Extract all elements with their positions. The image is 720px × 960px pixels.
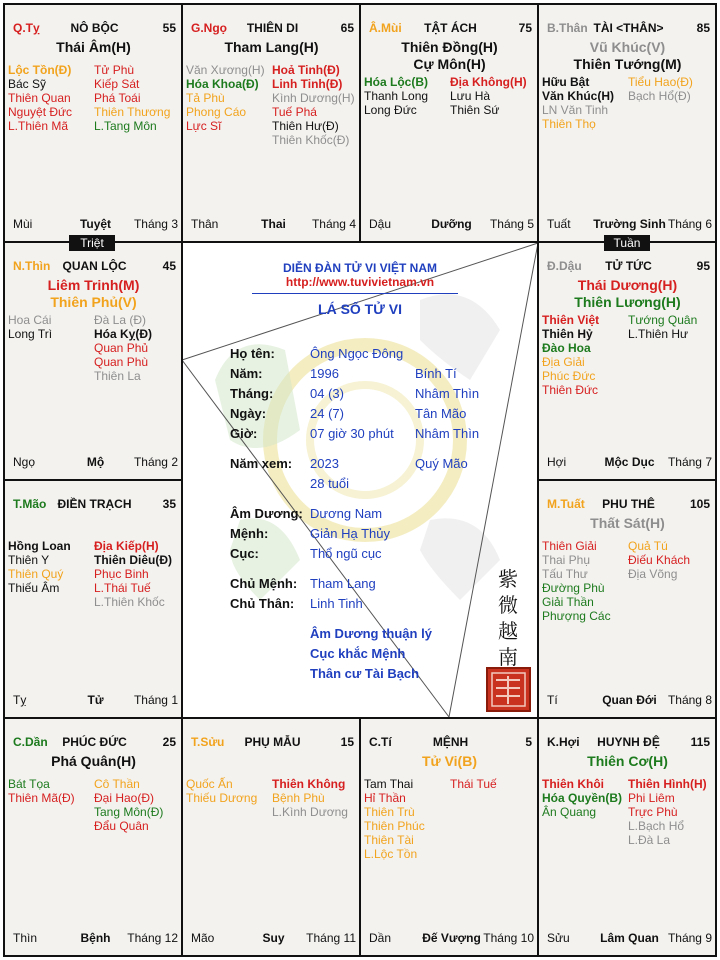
palace-footer <box>13 455 178 469</box>
dai-han-age: 85 <box>696 21 710 35</box>
minor-star: Long Trì <box>8 327 53 341</box>
minor-star: L.Thiên Hư <box>628 327 689 341</box>
minor-stars-right <box>628 777 707 847</box>
minor-stars-right <box>628 313 697 341</box>
minor-star: Phục Binh <box>94 567 149 581</box>
vertical-char-4: 南 <box>498 645 518 669</box>
minor-star: Cô Thần <box>94 777 140 791</box>
palace-name: NÔ BỘC <box>70 21 119 35</box>
palace-footer <box>547 217 712 231</box>
main-stars <box>5 753 182 770</box>
minor-star: Thiên Mã(Đ) <box>8 791 75 805</box>
branch-label: Tí <box>547 693 558 707</box>
minor-star: Địa Kiếp(H) <box>94 539 159 553</box>
main-star: Thiên Đồng(H) <box>401 39 498 55</box>
minor-star: Long Đức <box>364 103 417 117</box>
minor-star: Tam Thai <box>364 777 414 791</box>
minor-stars-left <box>542 313 599 397</box>
minor-star: Văn Khúc(H) <box>542 89 614 103</box>
month-label: Tháng 5 <box>489 217 534 231</box>
life-stage: Tuyệt <box>79 217 112 231</box>
chu-than-label: Chủ Thân: <box>230 596 295 611</box>
palace-header <box>547 735 710 751</box>
minor-stars-right <box>450 777 497 791</box>
main-stars <box>5 39 182 56</box>
life-stage: Mộ <box>86 455 105 469</box>
palace-cell-mao[interactable] <box>5 481 182 717</box>
minor-star: LN Văn Tinh <box>542 103 609 117</box>
minor-star: Lộc Tồn(Đ) <box>8 63 72 77</box>
minor-star: Địa Võng <box>628 567 678 581</box>
minor-star: Thiên Phúc <box>364 819 425 833</box>
minor-star: Thiên La <box>94 369 141 383</box>
palace-footer <box>191 931 356 945</box>
minor-stars-right <box>94 313 152 383</box>
minor-star: Giải Thần <box>542 595 594 609</box>
palace-name: PHỤ MẪU <box>244 735 301 749</box>
branch-label: Hợi <box>547 455 567 469</box>
am-duong-label: Âm Dương: <box>230 506 303 521</box>
menh-value: Giản Hạ Thủy <box>310 526 390 541</box>
thang-label: Tháng: <box>230 386 274 401</box>
main-stars <box>183 39 360 56</box>
minor-stars-left <box>8 539 71 595</box>
palace-cell-tuat[interactable] <box>539 481 716 717</box>
branch-label: Sửu <box>547 931 570 945</box>
can-chi-label: Â.Mùi <box>369 21 402 35</box>
palace-header <box>13 21 176 37</box>
menh-label: Mệnh: <box>230 526 269 541</box>
minor-star: Thiên Sứ <box>450 103 500 117</box>
minor-star: L.Thiên Mã <box>8 119 69 133</box>
month-label: Tháng 6 <box>667 217 712 231</box>
grid-line <box>3 955 717 957</box>
minor-star: Hồng Loan <box>8 539 71 553</box>
nam-can-chi: Bính Tí <box>415 366 457 381</box>
minor-star: Điếu Khách <box>628 553 691 567</box>
palace-header <box>369 735 532 751</box>
minor-stars-right <box>94 777 163 833</box>
forum-name: DIỄN ĐÀN TỬ VI VIỆT NAM <box>283 261 437 275</box>
palace-footer <box>13 693 178 707</box>
minor-star: Đại Hao(Đ) <box>94 791 155 805</box>
month-label: Tháng 2 <box>133 455 178 469</box>
palace-cell-ty[interactable] <box>5 5 182 241</box>
minor-star: Hoả Tinh(Đ) <box>272 63 340 77</box>
minor-star: Thiên Trù <box>364 805 415 819</box>
chu-than-value: Linh Tinh <box>310 596 363 611</box>
dai-han-age: 15 <box>340 735 354 749</box>
nam-label: Năm: <box>230 366 263 381</box>
chu-menh-label: Chủ Mệnh: <box>230 576 298 591</box>
minor-star: Địa Không(H) <box>450 75 527 89</box>
thang-can-chi: Nhâm Thìn <box>415 386 480 401</box>
month-label: Tháng 9 <box>667 931 712 945</box>
nam-xem-can-chi: Quý Mão <box>415 456 468 471</box>
branch-label: Dần <box>369 931 392 945</box>
dai-han-age: 95 <box>696 259 710 273</box>
main-star: Thiên Cơ(H) <box>587 753 668 769</box>
life-stage: Trường Sinh <box>593 217 666 231</box>
palace-footer <box>191 217 356 231</box>
palace-header <box>547 21 710 37</box>
minor-star: L.Bạch Hổ <box>628 819 685 833</box>
minor-star: Phong Cáo <box>186 105 247 119</box>
can-chi-label: G.Ngọ <box>191 21 227 35</box>
minor-star: Trực Phù <box>628 805 678 819</box>
can-chi-label: M.Tuất <box>547 497 585 511</box>
minor-star: Bệnh Phù <box>272 791 325 805</box>
main-stars <box>361 39 538 73</box>
minor-star: Hữu Bật <box>542 75 590 89</box>
can-chi-label: K.Hợi <box>547 735 580 749</box>
life-stage: Quan Đới <box>602 693 657 707</box>
minor-star: Quốc Ấn <box>186 777 233 791</box>
minor-star: L.Tang Môn <box>94 119 157 133</box>
center-panel <box>182 243 538 717</box>
dai-han-age: 25 <box>162 735 176 749</box>
minor-star: Kiếp Sát <box>94 77 140 91</box>
can-chi-label: C.Dần <box>13 735 48 749</box>
vertical-char-1: 紫 <box>498 567 518 591</box>
minor-star: Thiên Quý <box>8 567 64 581</box>
minor-star: Thanh Long <box>364 89 429 103</box>
minor-star: Thái Tuế <box>450 777 497 791</box>
minor-star: Hoa Cái <box>8 313 52 327</box>
minor-star: Bát Tọa <box>8 777 50 791</box>
grid-line <box>3 717 717 719</box>
palace-cell-ti[interactable] <box>361 719 538 955</box>
main-star: Thiên Lương(H) <box>574 294 681 310</box>
palace-name: TỬ TỨC <box>605 259 652 273</box>
grid-line <box>537 479 717 481</box>
palace-cell-dau[interactable] <box>539 243 716 479</box>
chu-menh-value: Tham Lang <box>310 576 376 591</box>
palace-header <box>13 735 176 751</box>
nam-xem-value: 2023 <box>310 456 339 471</box>
main-star: Thiên Tướng(M) <box>573 56 682 72</box>
vertical-char-3: 越 <box>498 619 518 643</box>
main-stars <box>361 753 538 770</box>
branch-label: Ngọ <box>13 455 36 469</box>
title-divider <box>252 293 458 294</box>
minor-star: Thiên Tài <box>364 833 414 847</box>
gio-label: Giờ: <box>230 426 258 441</box>
grid-line <box>359 3 361 241</box>
dai-han-age: 75 <box>518 21 532 35</box>
minor-stars-right <box>272 777 348 819</box>
can-chi-label: T.Mão <box>13 497 47 511</box>
palace-header <box>547 259 710 275</box>
palace-cell-suu[interactable] <box>183 719 360 955</box>
life-stage: Bệnh <box>80 931 111 945</box>
minor-star: Thiên Việt <box>542 313 600 327</box>
minor-star: Thiên Hư(Đ) <box>272 119 339 133</box>
main-star: Tử Vi(B) <box>422 753 477 769</box>
month-label: Tháng 12 <box>127 931 178 945</box>
minor-stars-left <box>364 75 428 117</box>
month-label: Tháng 11 <box>306 931 356 945</box>
dai-han-age: 105 <box>689 497 710 511</box>
minor-star: Đẩu Quân <box>94 819 149 833</box>
main-stars <box>539 39 716 73</box>
minor-stars-left <box>542 777 622 819</box>
tuoi-value: 28 tuổi <box>310 476 350 491</box>
palace-name: PHU THÊ <box>602 497 655 511</box>
palace-header <box>191 735 354 751</box>
vertical-char-2: 微 <box>498 593 518 617</box>
month-label: Tháng 10 <box>483 931 534 945</box>
palace-footer <box>13 217 178 231</box>
branch-label: Mão <box>191 931 215 945</box>
dai-han-age: 35 <box>162 497 176 511</box>
minor-star: Nguyệt Đức <box>8 105 73 119</box>
gio-value: 07 giờ 30 phút <box>310 426 394 441</box>
minor-stars-left <box>542 539 611 623</box>
minor-star: Phượng Các <box>542 609 611 623</box>
minor-star: Tấu Thư <box>542 567 588 581</box>
minor-stars-left <box>8 777 75 805</box>
minor-star: Hóa Quyền(B) <box>542 791 623 805</box>
life-stage: Dưỡng <box>431 217 472 231</box>
minor-star: Thiên Thương <box>94 105 171 119</box>
minor-star: Thai Phụ <box>542 553 591 567</box>
minor-stars-right <box>628 75 693 103</box>
minor-star: Hóa Kỵ(Đ) <box>94 327 153 341</box>
gio-can-chi: Nhâm Thìn <box>415 426 480 441</box>
minor-star: Thiên Hỷ <box>542 327 593 341</box>
palace-name: TÀI <THÂN> <box>593 21 664 35</box>
palace-header <box>547 497 710 513</box>
grid-line <box>3 3 717 5</box>
month-label: Tháng 1 <box>133 693 178 707</box>
month-label: Tháng 3 <box>133 217 178 231</box>
palace-footer <box>547 455 712 469</box>
minor-stars-right <box>272 63 355 147</box>
minor-stars-right <box>628 539 690 581</box>
grid-line <box>359 717 361 957</box>
palace-cell-thin[interactable] <box>5 243 182 479</box>
minor-star: Tả Phù <box>186 91 225 105</box>
palace-cell-ngo[interactable] <box>183 5 360 241</box>
cuc-value: Thổ ngũ cục <box>310 546 382 561</box>
minor-star: Tuế Phá <box>272 105 317 119</box>
branch-label: Tỵ <box>13 693 27 707</box>
palace-header <box>191 21 354 37</box>
can-chi-label: B.Thân <box>547 21 588 35</box>
palace-header <box>369 21 532 37</box>
palace-footer <box>547 931 712 945</box>
palace-name: MỆNH <box>432 735 469 749</box>
main-star: Thái Dương(H) <box>577 277 678 293</box>
life-stage: Suy <box>262 931 285 945</box>
main-stars <box>5 277 182 311</box>
minor-star: Tiểu Hao(Đ) <box>628 75 693 89</box>
minor-star: Thiên Quan <box>8 91 71 105</box>
minor-star: Lực Sĩ <box>186 119 222 133</box>
nam-xem-label: Năm xem: <box>230 456 293 471</box>
palace-footer <box>547 693 712 707</box>
minor-star: L.Lộc Tồn <box>364 847 418 861</box>
branch-label: Thân <box>191 217 219 231</box>
dai-han-age: 55 <box>162 21 176 35</box>
thang-value: 04 (3) <box>310 386 344 401</box>
note-than-cu: Thân cư Tài Bạch <box>310 666 420 681</box>
palace-cell-hoi[interactable] <box>539 719 716 955</box>
minor-star: Thiên Hình(H) <box>628 777 707 791</box>
minor-stars-right <box>450 75 527 117</box>
palace-name: THIÊN DI <box>246 21 299 35</box>
main-star: Thiên Phủ(V) <box>50 294 137 310</box>
minor-star: Thiên Khôi <box>542 777 604 791</box>
minor-star: Đà La (Đ) <box>94 313 147 327</box>
month-label: Tháng 7 <box>667 455 712 469</box>
branch-label: Thìn <box>13 931 38 945</box>
branch-label: Dậu <box>369 217 392 231</box>
main-star: Thất Sát(H) <box>590 515 665 531</box>
minor-star: Thiên Diêu(Đ) <box>94 553 172 567</box>
minor-star: Phúc Đức <box>542 369 596 383</box>
minor-star: Thiên Y <box>8 553 50 567</box>
ngay-label: Ngày: <box>230 406 267 421</box>
tuan-tag: Tuần <box>604 235 650 251</box>
ho-ten-value: Ông Ngọc Đông <box>310 346 404 361</box>
minor-star: Thiên Không <box>272 777 346 791</box>
minor-star: Phi Liêm <box>628 791 675 805</box>
minor-star: Văn Xương(H) <box>186 63 265 77</box>
palace-cell-than[interactable] <box>539 5 716 241</box>
minor-star: Phá Toái <box>94 91 141 105</box>
palace-name: HUYNH ĐỆ <box>597 735 660 749</box>
palace-footer <box>13 931 178 945</box>
ngay-value: 24 (7) <box>310 406 344 421</box>
minor-star: Thiên Đức <box>542 383 599 397</box>
minor-star: Ân Quang <box>542 805 597 819</box>
minor-star: Thiên Thọ <box>542 117 596 131</box>
can-chi-label: Đ.Dậu <box>547 259 582 273</box>
can-chi-label: C.Tí <box>369 735 392 749</box>
month-label: Tháng 4 <box>311 217 356 231</box>
minor-star: L.Kình Dương <box>272 805 348 819</box>
minor-star: Thiên Khốc(Đ) <box>272 133 350 147</box>
minor-star: Hóa Khoa(Đ) <box>186 77 259 91</box>
main-stars <box>539 515 716 532</box>
minor-stars-left <box>8 63 72 133</box>
life-stage: Lâm Quan <box>600 931 659 945</box>
minor-star: Đường Phù <box>542 581 605 595</box>
note-am-duong: Âm Dương thuận lý <box>310 626 432 641</box>
minor-stars-left <box>186 777 257 805</box>
minor-star: Quan Phù <box>94 355 149 369</box>
palace-header <box>13 259 176 275</box>
palace-cell-dan[interactable] <box>5 719 182 955</box>
minor-star: Lưu Hà <box>450 89 491 103</box>
minor-stars-right <box>94 539 172 609</box>
can-chi-label: T.Sửu <box>191 735 225 749</box>
minor-star: L.Đà La <box>628 833 671 847</box>
triet-tag: Triệt <box>69 235 115 251</box>
minor-stars-left <box>542 75 614 131</box>
branch-label: Tuất <box>547 217 571 231</box>
dai-han-age: 65 <box>340 21 354 35</box>
palace-footer <box>369 217 534 231</box>
main-star: Thái Âm(H) <box>56 39 131 55</box>
minor-stars-left <box>186 63 265 133</box>
chart-title: LÁ SỐ TỬ VI <box>318 301 402 317</box>
can-chi-label: Q.Tỵ <box>13 21 40 35</box>
minor-stars-right <box>94 63 170 133</box>
life-stage: Thai <box>261 217 286 231</box>
main-stars <box>539 277 716 311</box>
dai-han-age: 45 <box>162 259 176 273</box>
minor-star: Bạch Hổ(Đ) <box>628 89 691 103</box>
minor-star: Địa Giải <box>542 355 585 369</box>
minor-star: Thiếu Dương <box>186 791 258 805</box>
main-star: Vũ Khúc(V) <box>589 39 666 55</box>
minor-star: Đào Hoa <box>542 341 591 355</box>
palace-name: QUAN LỘC <box>62 259 127 273</box>
minor-star: Quan Phủ <box>94 341 149 355</box>
main-stars <box>539 753 716 770</box>
can-chi-label: N.Thìn <box>13 259 51 273</box>
minor-stars-left <box>8 313 52 341</box>
am-duong-value: Dương Nam <box>310 506 383 521</box>
main-star: Cự Môn(H) <box>413 56 486 72</box>
minor-star: Linh Tinh(Đ) <box>272 77 343 91</box>
main-star: Tham Lang(H) <box>224 39 319 55</box>
minor-star: Bác Sỹ <box>8 77 47 91</box>
palace-name: TẬT ÁCH <box>424 21 477 35</box>
nam-value: 1996 <box>310 366 339 381</box>
month-label: Tháng 8 <box>667 693 712 707</box>
main-star: Phá Quân(H) <box>51 753 136 769</box>
palace-cell-mui[interactable] <box>361 5 538 241</box>
minor-star: Thiếu Âm <box>8 581 60 595</box>
palace-header <box>13 497 176 513</box>
life-stage: Mộc Dục <box>604 455 655 469</box>
minor-stars-left <box>364 777 425 861</box>
ngay-can-chi: Tân Mão <box>415 406 467 421</box>
minor-star: Tướng Quân <box>628 313 698 327</box>
palace-footer <box>369 931 534 945</box>
minor-star: L.Thiên Khốc <box>94 595 165 609</box>
main-star: Liêm Trinh(M) <box>47 277 140 293</box>
minor-star: Tang Môn(Đ) <box>94 805 164 819</box>
minor-star: Quả Tú <box>628 539 668 553</box>
minor-star: Hỉ Thần <box>364 791 406 805</box>
life-stage: Đế Vượng <box>422 931 481 945</box>
note-cuc-menh: Cục khắc Mệnh <box>310 646 406 661</box>
grid-line <box>3 479 183 481</box>
minor-star: Kình Dương(H) <box>272 91 355 105</box>
minor-star: Hóa Lộc(B) <box>364 75 428 89</box>
forum-url[interactable]: http://www.tuvivietnam.vn <box>285 275 435 289</box>
minor-star: L.Thái Tuế <box>94 581 151 595</box>
dai-han-age: 5 <box>525 735 532 749</box>
life-stage: Tử <box>87 693 104 707</box>
dai-han-age: 115 <box>690 735 710 749</box>
ho-ten-label: Họ tên: <box>230 346 275 361</box>
branch-label: Mùi <box>13 217 33 231</box>
cuc-label: Cục: <box>230 546 259 561</box>
palace-name: ĐIỀN TRẠCH <box>57 497 132 511</box>
minor-star: Tử Phù <box>94 63 135 77</box>
palace-name: PHÚC ĐỨC <box>62 735 127 749</box>
minor-star: Thiên Giải <box>542 539 597 553</box>
